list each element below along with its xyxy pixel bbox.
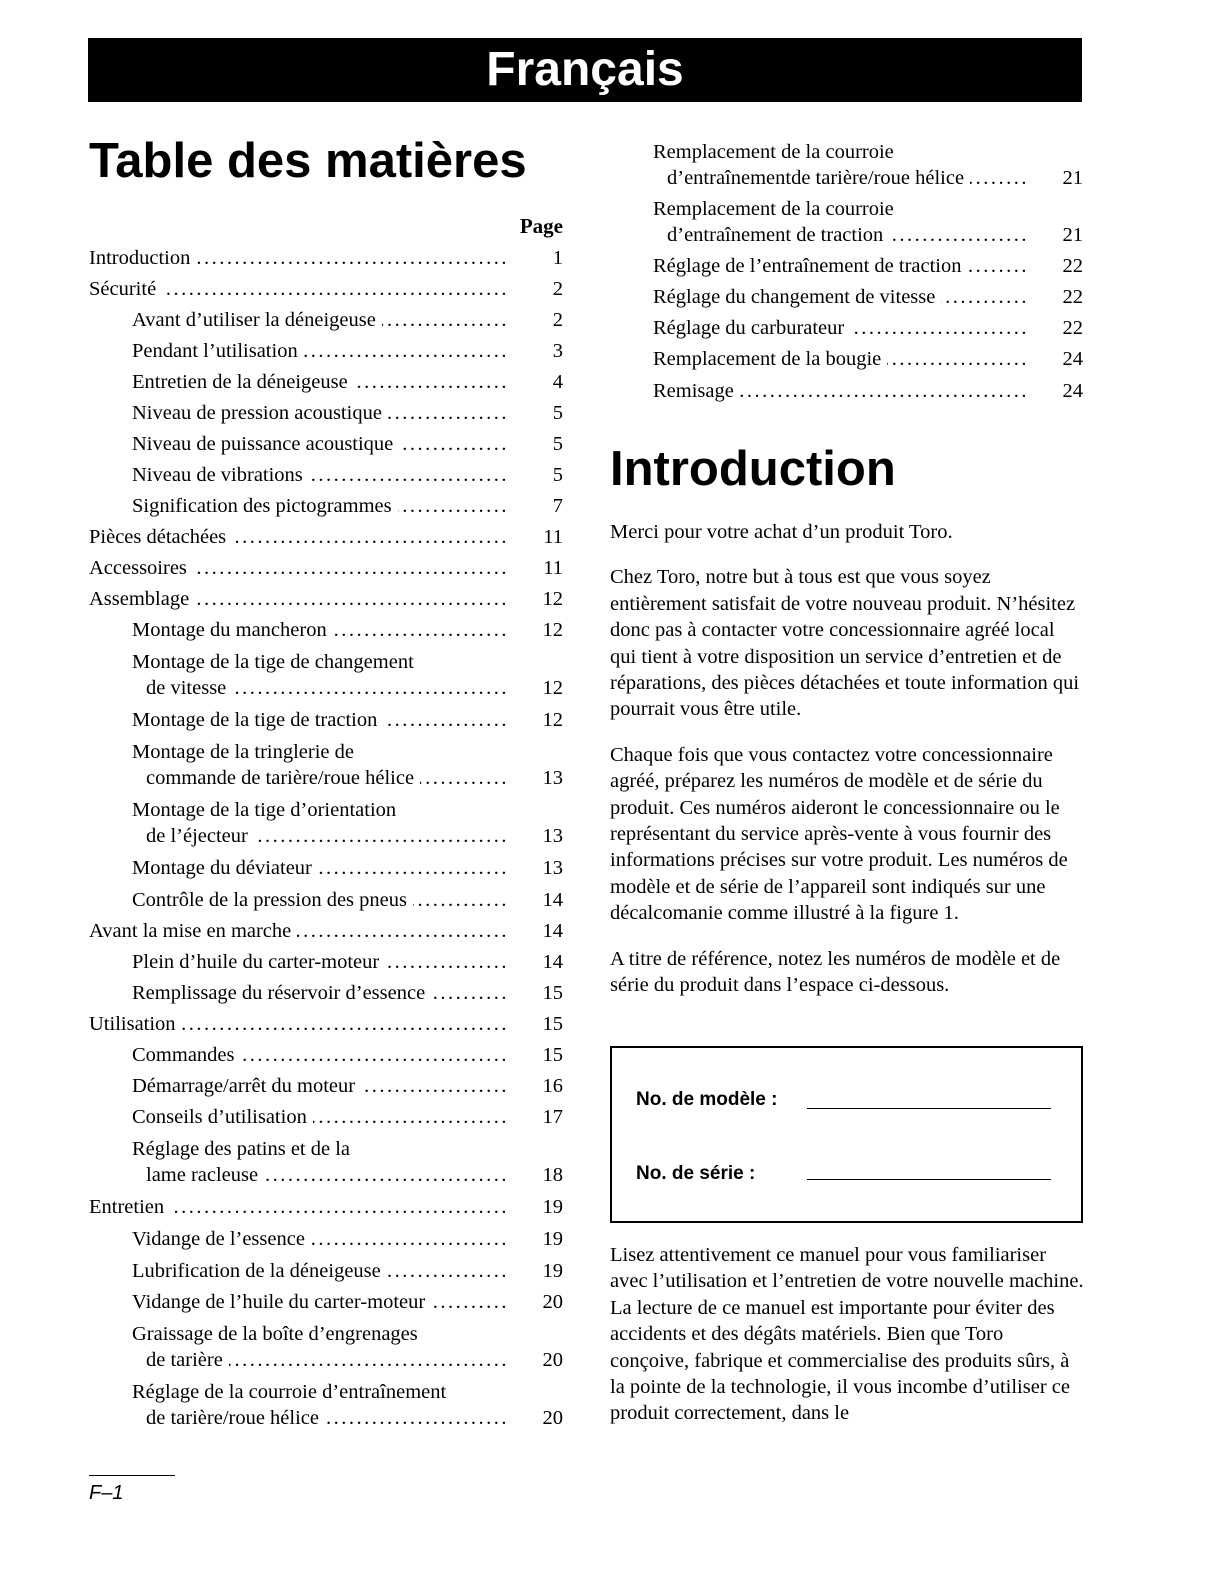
model-serial-box xyxy=(610,1046,1083,1223)
toc-entry-page: 7 xyxy=(552,495,563,517)
toc-entry-text: Utilisation xyxy=(89,1013,176,1035)
toc-entry-page: 20 xyxy=(542,1291,563,1313)
toc-entry-text: de l’éjecteur xyxy=(146,825,248,847)
toc-entry-text-line1: Réglage de la courroie d’entraînement xyxy=(132,1381,447,1403)
toc-entry-text-line1: Réglage des patins et de la xyxy=(132,1138,351,1160)
toc-entry[interactable] xyxy=(89,555,563,581)
toc-entry[interactable] xyxy=(89,276,563,302)
toc-leader-dots xyxy=(313,1104,509,1130)
toc-entry-text: Réglage du carburateur xyxy=(653,317,845,339)
toc-entry[interactable] xyxy=(89,797,563,849)
intro-paragraph: Chez Toro, notre but à tous est que vous soyez entièrement satisfait de votre nouveau produit. N’hésitez donc pas à contacter votre concessionnaire agréé local qui tient à votre disposition un service d’entretien et de réparations, des pièces détachées et toute information qui pourrait vous être utile. xyxy=(610,566,1080,721)
footer-rule xyxy=(89,1475,175,1476)
toc-entry-text: Montage de la tige de traction xyxy=(132,709,378,731)
toc-leader-dots xyxy=(318,855,509,881)
toc-entry-page: 16 xyxy=(542,1075,563,1097)
toc-entry[interactable] xyxy=(89,1379,563,1431)
toc-entry-page: 12 xyxy=(542,588,563,610)
toc-entry-page: 22 xyxy=(1062,286,1083,308)
toc-entry-page: 5 xyxy=(552,433,563,455)
toc-entry-page: 14 xyxy=(542,889,563,911)
toc-leader-dots xyxy=(170,1194,509,1220)
toc-entry[interactable] xyxy=(89,462,563,488)
toc-leader-dots xyxy=(889,222,1029,248)
intro-paragraph: A titre de référence, notez les numéros de modèle et de série du produit dans l’espace ci-dessous. xyxy=(610,947,1061,997)
toc-entry[interactable] xyxy=(89,1136,563,1188)
toc-entry-text: commande de tarière/roue hélice xyxy=(146,767,415,789)
toc-entry-page: 15 xyxy=(542,1044,563,1066)
toc-entry-page: 14 xyxy=(542,951,563,973)
toc-entry-text: Commandes xyxy=(132,1044,235,1066)
toc-entry[interactable] xyxy=(653,196,1083,248)
toc-leader-dots xyxy=(193,555,509,581)
toc-leader-dots xyxy=(941,284,1029,310)
toc-leader-dots xyxy=(232,675,509,701)
toc-leader-dots xyxy=(388,400,509,426)
toc-entry-page: 12 xyxy=(542,619,563,641)
toc-entry[interactable] xyxy=(653,378,1083,404)
toc-entry-text: Sécurité xyxy=(89,278,157,300)
toc-entry-page: 20 xyxy=(542,1349,563,1371)
toc-entry-text: Accessoires xyxy=(89,557,187,579)
toc-entry[interactable] xyxy=(89,1289,563,1315)
toc-entry-text: Remisage xyxy=(653,380,734,402)
toc-leader-dots xyxy=(254,823,509,849)
toc-entry-text: Montage du déviateur xyxy=(132,857,312,879)
toc-entry-page: 21 xyxy=(1062,167,1083,189)
toc-entry[interactable] xyxy=(89,949,563,975)
toc-entry-page: 19 xyxy=(542,1196,563,1218)
toc-entry[interactable] xyxy=(89,1042,563,1068)
intro-paragraph: Chaque fois que vous contactez votre concessionnaire agréé, préparez les numéros de modèle et de série du produit. Ces numéros aideront le concessionnaire ou le représentant du service après-vente à vous fournir des informations précises sur votre produit. Les numéros de modèle et de série de l’appareil sont indiqués sur une décalcomanie comme illustré à la figure 1. xyxy=(610,743,1068,925)
toc-entry-page: 24 xyxy=(1062,348,1083,370)
toc-entry-text: de tarière/roue hélice xyxy=(146,1407,319,1429)
toc-entry[interactable] xyxy=(89,431,563,457)
toc-entry[interactable] xyxy=(89,707,563,733)
toc-entry-page: 15 xyxy=(542,982,563,1004)
toc-entry-text-line1: Montage de la tringlerie de xyxy=(132,741,354,763)
language-banner: Français xyxy=(88,38,1082,102)
toc-entry[interactable] xyxy=(89,524,563,550)
toc-entry-text-line1: Montage de la tige d’orientation xyxy=(132,799,397,821)
toc-entry[interactable] xyxy=(653,284,1083,310)
serial-number-label: No. de série : xyxy=(636,1163,756,1184)
toc-entry-page: 20 xyxy=(542,1407,563,1429)
toc-leader-dots xyxy=(850,315,1029,341)
toc-leader-dots xyxy=(229,1347,509,1373)
toc-leader-dots xyxy=(162,276,509,302)
toc-entry-text-line1: Remplacement de la courroie xyxy=(653,198,894,220)
toc-entry-text: Plein d’huile du carter-moteur xyxy=(132,951,380,973)
toc-entry-page: 17 xyxy=(542,1106,563,1128)
serial-number-line[interactable] xyxy=(807,1179,1051,1180)
toc-entry-text: Montage du mancheron xyxy=(132,619,327,641)
toc-leader-dots xyxy=(264,1162,509,1188)
toc-entry-page: 13 xyxy=(542,825,563,847)
toc-entry[interactable] xyxy=(89,980,563,1006)
toc-leader-dots xyxy=(431,980,509,1006)
toc-entry[interactable] xyxy=(89,338,563,364)
toc-entry-text-line1: Graissage de la boîte d’engrenages xyxy=(132,1323,418,1345)
toc-entry-text: Entretien xyxy=(89,1196,165,1218)
intro-title: Introduction xyxy=(610,442,896,496)
toc-leader-dots xyxy=(399,431,509,457)
toc-entry[interactable] xyxy=(89,400,563,426)
toc-entry-text: Niveau de puissance acoustique xyxy=(132,433,394,455)
toc-entry[interactable] xyxy=(89,1104,563,1130)
toc-entry[interactable] xyxy=(89,855,563,881)
toc-entry[interactable] xyxy=(89,1258,563,1284)
intro-body xyxy=(610,519,1085,1018)
toc-entry-text: Vidange de l’huile du carter-moteur xyxy=(132,1291,426,1313)
toc-entry[interactable] xyxy=(89,1011,563,1037)
toc-leader-dots xyxy=(196,245,509,271)
toc-leader-dots xyxy=(304,338,509,364)
toc-leader-dots xyxy=(968,253,1029,279)
toc-entry[interactable] xyxy=(653,346,1083,372)
toc-entry-text: Entretien de la déneigeuse xyxy=(132,371,348,393)
toc-entry-text: Avant d’utiliser la déneigeuse xyxy=(132,309,376,331)
toc-entry[interactable] xyxy=(89,369,563,395)
toc-entry-page: 5 xyxy=(552,402,563,424)
toc-entry[interactable] xyxy=(89,1194,563,1220)
toc-entry-page: 21 xyxy=(1062,224,1083,246)
intro-continued xyxy=(610,1242,1085,1427)
toc-entry-text-line1: Montage de la tige de changement xyxy=(132,651,414,673)
toc-page-label: Page xyxy=(519,214,563,238)
toc-leader-dots xyxy=(325,1405,509,1431)
toc-entry-page: 12 xyxy=(542,677,563,699)
intro-paragraph: Merci pour votre achat d’un produit Toro. xyxy=(610,521,953,543)
toc-leader-dots xyxy=(232,524,509,550)
toc-entry[interactable] xyxy=(89,918,563,944)
toc-entry-page: 4 xyxy=(552,371,563,393)
toc-entry-page: 11 xyxy=(543,526,563,548)
toc-entry-page: 12 xyxy=(542,709,563,731)
toc-leader-dots xyxy=(387,1258,509,1284)
toc-entry-text: Signification des pictogrammes xyxy=(132,495,392,517)
toc-leader-dots xyxy=(195,586,509,612)
toc-entry-page: 19 xyxy=(542,1228,563,1250)
toc-entry-text-line1: Remplacement de la courroie xyxy=(653,141,894,163)
toc-entry-text: lame racleuse xyxy=(146,1164,259,1186)
toc-entry[interactable] xyxy=(653,253,1083,279)
toc-entry-text: Démarrage/arrêt du moteur xyxy=(132,1075,356,1097)
toc-entry[interactable] xyxy=(89,1226,563,1252)
toc-leader-dots xyxy=(361,1073,509,1099)
model-number-label: No. de modèle : xyxy=(636,1089,778,1110)
toc-entry-page: 11 xyxy=(543,557,563,579)
toc-entry-text: Réglage du changement de vitesse xyxy=(653,286,936,308)
toc-leader-dots xyxy=(431,1289,509,1315)
toc-leader-dots xyxy=(970,165,1029,191)
toc-entry-text: Avant la mise en marche xyxy=(89,920,292,942)
toc-leader-dots xyxy=(354,369,509,395)
toc-entry-page: 2 xyxy=(552,309,563,331)
toc-entry[interactable] xyxy=(89,649,563,701)
toc-entry-text: Pièces détachées xyxy=(89,526,227,548)
toc-leader-dots xyxy=(398,493,509,519)
toc-leader-dots xyxy=(385,949,509,975)
toc-right-column xyxy=(653,139,1083,404)
toc-entry-text: Remplissage du réservoir d’essence xyxy=(132,982,426,1004)
toc-entry[interactable] xyxy=(653,139,1083,191)
toc-title: Table des matières xyxy=(89,134,527,188)
toc-entry-text: Introduction xyxy=(89,247,191,269)
toc-entry-page: 14 xyxy=(542,920,563,942)
toc-entry[interactable] xyxy=(89,245,563,271)
toc-entry-page: 22 xyxy=(1062,317,1083,339)
toc-leader-dots xyxy=(333,617,509,643)
toc-entry-text: Conseils d’utilisation xyxy=(132,1106,307,1128)
toc-entry-page: 13 xyxy=(542,767,563,789)
toc-entry[interactable] xyxy=(89,1321,563,1373)
toc-leader-dots xyxy=(297,918,509,944)
toc-entry-text: Pendant l’utilisation xyxy=(132,340,298,362)
toc-entry[interactable] xyxy=(89,617,563,643)
toc-entry[interactable] xyxy=(653,315,1083,341)
toc-left-column xyxy=(89,245,563,1431)
model-number-line[interactable] xyxy=(807,1108,1051,1109)
toc-entry[interactable] xyxy=(89,586,563,612)
toc-entry-text: Niveau de pression acoustique xyxy=(132,402,382,424)
toc-entry-page: 1 xyxy=(552,247,563,269)
toc-leader-dots xyxy=(241,1042,510,1068)
toc-leader-dots xyxy=(382,307,509,333)
toc-entry[interactable] xyxy=(89,307,563,333)
toc-entry-page: 3 xyxy=(552,340,563,362)
toc-entry-text: d’entraînement de traction xyxy=(667,224,884,246)
toc-entry-page: 5 xyxy=(552,464,563,486)
toc-leader-dots xyxy=(383,707,509,733)
toc-entry-page: 22 xyxy=(1062,255,1083,277)
toc-entry-text: Lubrification de la déneigeuse xyxy=(132,1260,381,1282)
toc-entry[interactable] xyxy=(89,739,563,791)
toc-entry-page: 13 xyxy=(542,857,563,879)
page-number: F–1 xyxy=(89,1482,124,1504)
toc-entry[interactable] xyxy=(89,1073,563,1099)
toc-leader-dots xyxy=(413,887,509,913)
toc-leader-dots xyxy=(740,378,1029,404)
toc-entry-text: de tarière xyxy=(146,1349,223,1371)
toc-entry-text: Niveau de vibrations xyxy=(132,464,303,486)
toc-entry[interactable] xyxy=(89,493,563,519)
toc-entry-text: de vitesse xyxy=(146,677,227,699)
toc-entry-page: 18 xyxy=(542,1164,563,1186)
toc-entry-page: 19 xyxy=(542,1260,563,1282)
toc-leader-dots xyxy=(311,1226,509,1252)
toc-entry-text: Remplacement de la bougie xyxy=(653,348,882,370)
toc-entry-page: 15 xyxy=(542,1013,563,1035)
toc-leader-dots xyxy=(420,765,509,791)
toc-entry-text: d’entraînementde tarière/roue hélice xyxy=(667,167,965,189)
toc-leader-dots xyxy=(309,462,509,488)
toc-entry-page: 2 xyxy=(552,278,563,300)
toc-entry[interactable] xyxy=(89,887,563,913)
intro-paragraph: Lisez attentivement ce manuel pour vous familiariser avec l’utilisation et l’entretien de votre nouvelle machine. La lecture de ce manuel est importante pour éviter des accidents et des dégâts matériels. Bien que Toro conçoive, fabrique et commercialise des produits sûrs, à la pointe de la technologie, il vous incombe d’utiliser ce produit correctement, dans le xyxy=(610,1244,1084,1425)
toc-entry-page: 24 xyxy=(1062,380,1083,402)
toc-entry-text: Vidange de l’essence xyxy=(132,1228,305,1250)
toc-entry-text: Assemblage xyxy=(89,588,190,610)
toc-leader-dots xyxy=(182,1011,509,1037)
toc-leader-dots xyxy=(887,346,1029,372)
toc-entry-text: Réglage de l’entraînement de traction xyxy=(653,255,962,277)
toc-entry-text: Contrôle de la pression des pneus xyxy=(132,889,407,911)
